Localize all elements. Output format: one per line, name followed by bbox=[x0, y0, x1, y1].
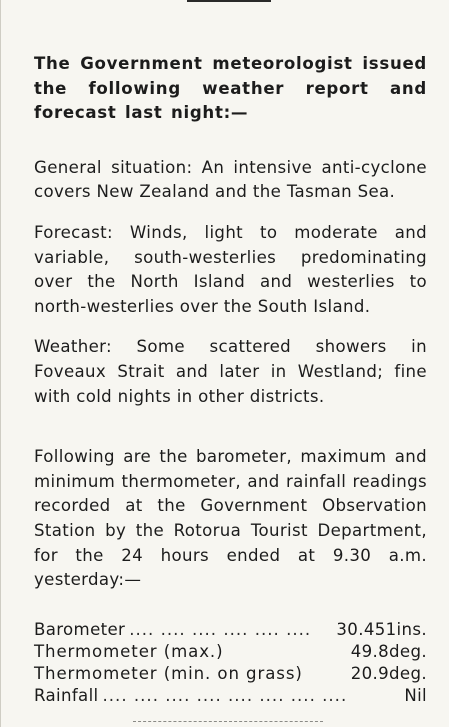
reading-thermometer-max bbox=[34, 641, 427, 663]
weather-paragraph: Weather: Some scattered showers in Foveaux Strait and later in Westland; fine with cold nights in other districts. bbox=[34, 337, 427, 406]
reading-value: 30.451ins. bbox=[336, 619, 427, 639]
dot-leader: .... .... .... .... .... .... bbox=[129, 619, 312, 639]
reading-value: 20.9deg. bbox=[350, 663, 427, 683]
forecast-paragraph: Forecast: Winds, light to moderate and variable, south-westerlies predominating over the North Island and westerlies to north-westerlies over the South Island. bbox=[34, 222, 427, 316]
article-column bbox=[34, 52, 427, 707]
dot-leader: .... .... .... .... .... .... .... .... bbox=[102, 685, 348, 705]
top-rule bbox=[187, 0, 271, 2]
reading-label: Thermometer (min. on grass) bbox=[34, 663, 303, 683]
reading-label: Barometer bbox=[34, 619, 126, 639]
reading-value: 49.8deg. bbox=[350, 641, 427, 661]
reading-label: Rainfall bbox=[34, 685, 99, 705]
reading-value: Nil bbox=[404, 685, 427, 705]
reading-label: Thermometer (max.) bbox=[34, 641, 224, 661]
readings-intro-paragraph: Following are the barometer, maximum and minimum thermometer, and rainfall readings recorded at the Government Observation Station by the Rotorua Tourist Department, for the 24 hours ended at 9.30 a.m. yesterday:— bbox=[34, 447, 427, 590]
reading-barometer bbox=[34, 619, 427, 641]
reading-rainfall bbox=[34, 685, 427, 707]
reading-thermometer-min bbox=[34, 663, 427, 685]
bottom-rule bbox=[133, 721, 323, 722]
general-situation-paragraph: General situation: An intensive anti-cyclone covers New Zealand and the Tasman Sea. bbox=[34, 157, 427, 202]
intro-paragraph: The Government meteorologist issued the following weather report and forecast last night:— bbox=[34, 54, 427, 123]
readings-table bbox=[34, 619, 427, 707]
